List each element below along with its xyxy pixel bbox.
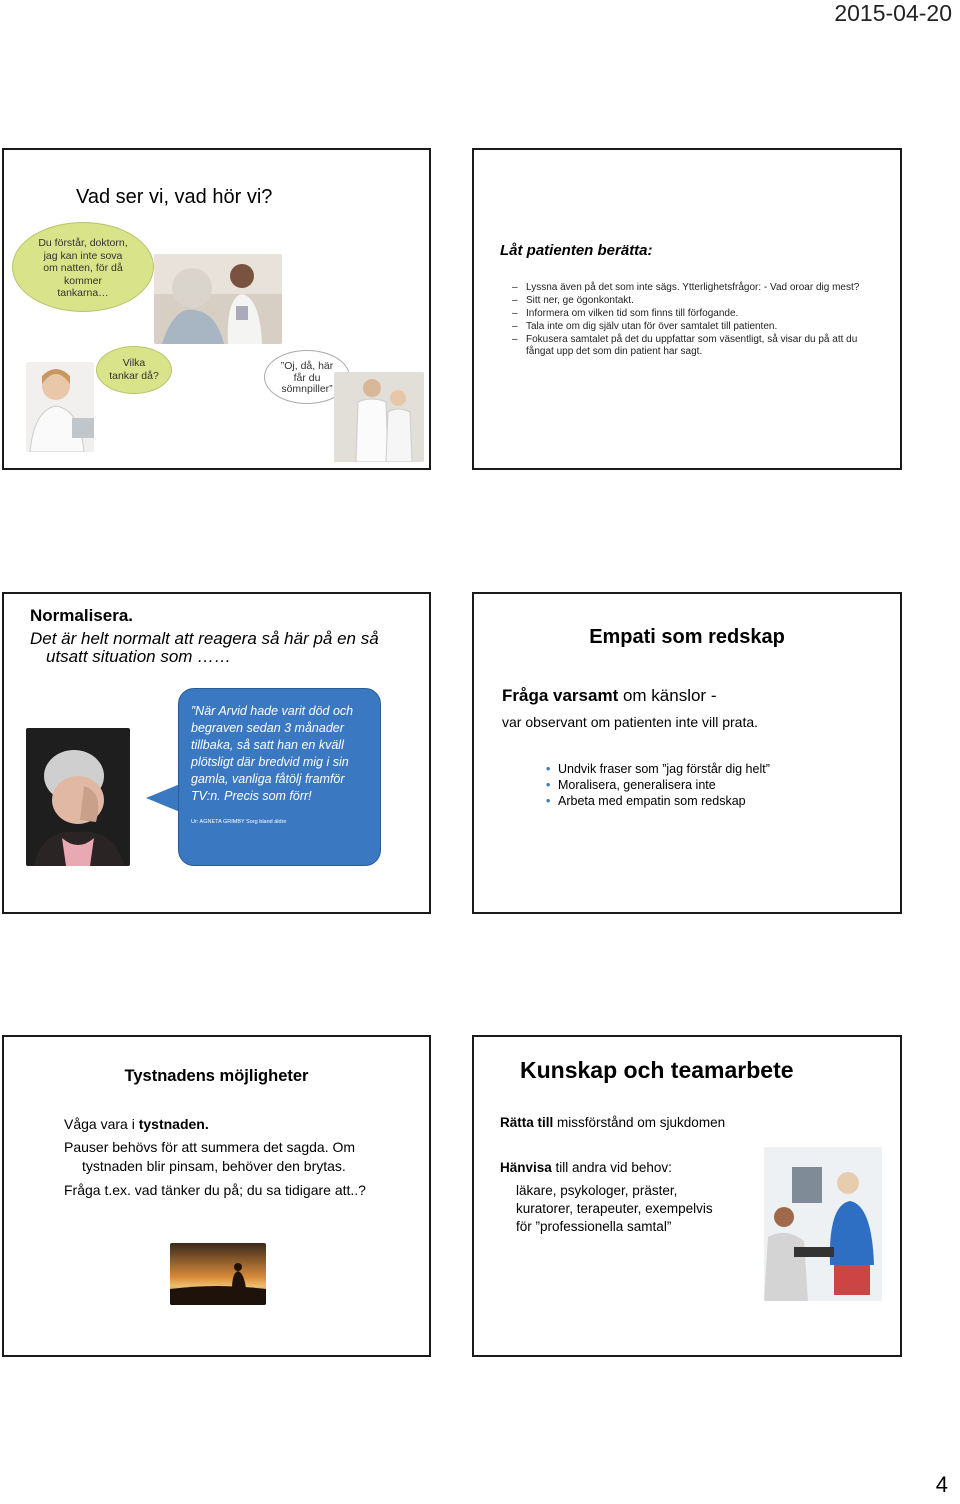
slide-kunskap-teamarbete [472, 1035, 902, 1357]
list-item: • Moralisera, generalisera inte [546, 777, 770, 793]
bubble-line: Du förstår, doktorn, [38, 237, 128, 249]
empathy-bullets [546, 761, 770, 809]
referral-line: läkare, psykologer, präster, [516, 1183, 678, 1198]
quote-box [178, 688, 381, 866]
bubble-line: ”Oj, då, här [280, 360, 334, 372]
bubble-line: sömnpiller” [281, 383, 333, 395]
lead-text-2: var observant om patienten inte vill prata. [502, 714, 759, 730]
line-hanvisa [500, 1159, 672, 1177]
paragraph-3: Fråga t.ex. vad tänker du på; du sa tidigare att..? [64, 1182, 366, 1198]
advice-list [504, 282, 874, 359]
slide-subtitle: Det är helt normalt att reagera så här på en så [30, 629, 379, 648]
slide-title: Tystnadens möjligheter [124, 1067, 309, 1085]
paragraph-1 [64, 1115, 209, 1134]
lead-rest: om känslor - [618, 686, 717, 705]
lead-bold: Fråga varsamt [502, 686, 619, 705]
lead-text [502, 686, 716, 706]
bubble-line: jag kan inte sova [43, 249, 123, 262]
document-date: 2015-04-20 [834, 0, 952, 26]
p1-text: Våga vara i [64, 1116, 139, 1132]
bubble-line: kommer [64, 274, 102, 287]
doctor-woman-photo [26, 362, 94, 452]
bubble-line: om natten, för då [43, 262, 123, 274]
slide-normalisera [2, 592, 431, 914]
slide-title: Låt patienten berätta: [500, 242, 653, 259]
list-item: • Undvik fraser som ”jag förstår dig helt” [546, 761, 770, 777]
bold-term: Hänvisa [500, 1160, 552, 1175]
slide-title: Vad ser vi, vad hör vi? [76, 186, 273, 208]
bubble-line: tankarna… [57, 287, 109, 299]
line-ratta-till [500, 1114, 725, 1132]
list-item: – Informera om vilken tid som finns till förfogande. [504, 308, 874, 320]
slide-title: Empati som redskap [589, 626, 785, 648]
sunset-silhouette-photo [170, 1243, 266, 1305]
slide-subtitle-cont: utsatt situation som …… [46, 647, 232, 666]
paragraph-2: Pauser behövs för att summera det sagda. Om [64, 1139, 356, 1155]
doctor-patient-photo [154, 254, 282, 344]
slide-lat-patienten-beratta [472, 148, 902, 470]
list-item: • Arbeta med empatin som redskap [546, 793, 770, 809]
slide-empati [472, 592, 902, 914]
page-number: 4 [935, 1472, 948, 1497]
paragraph-2-cont: tystnaden blir pinsam, behöver den brytas. [82, 1158, 346, 1174]
speech-bubble-question [96, 346, 172, 394]
list-item: – Lyssna även på det som inte sägs. Ytterlighetsfrågor: - Vad oroar dig mest? [504, 282, 874, 294]
grieving-woman-photo [26, 728, 130, 866]
quote-text: ”När Arvid hade varit död och begraven sedan 3 månader tillbaka, så satt han en kväll plötsligt där bredvid mig i sin gamla, vanliga fåtölj framför TV:n. Precis som förr! [191, 704, 354, 803]
quote-source: Ur: AGNETA GRIMBY Sorg bland äldre [191, 819, 287, 825]
quote-tail [146, 784, 180, 812]
referral-line: kuratorer, terapeuter, exempelvis [516, 1201, 713, 1216]
slide-title: Normalisera. [30, 606, 133, 625]
bubble-line: får du [293, 371, 321, 384]
p1-bold: tystnaden. [138, 1116, 209, 1132]
list-item: – Fokusera samtalet på det du uppfattar som väsentligt, så visar du på att du fångat upp det som din patient har sagt. [504, 334, 874, 357]
slide-title: Kunskap och teamarbete [520, 1057, 794, 1083]
referral-line: för ”professionella samtal” [516, 1219, 672, 1234]
bold-term: Rätta till [500, 1115, 554, 1130]
list-item: – Sitt ner, ge ögonkontakt. [504, 295, 874, 307]
speech-bubble-patient [12, 222, 154, 312]
list-item: – Tala inte om dig själv utan för över samtalet till patienten. [504, 321, 874, 333]
slide-vad-ser-vi [2, 148, 431, 470]
line-rest: missförstånd om sjukdomen [553, 1115, 726, 1130]
bubble-line: Vilka [122, 357, 146, 369]
bubble-line: tankar då? [109, 369, 159, 382]
slide-tystnadens-mojligheter [2, 1035, 431, 1357]
line-rest: till andra vid behov: [551, 1160, 672, 1175]
nurse-patient-photo [764, 1147, 882, 1301]
two-doctors-photo [334, 372, 424, 462]
